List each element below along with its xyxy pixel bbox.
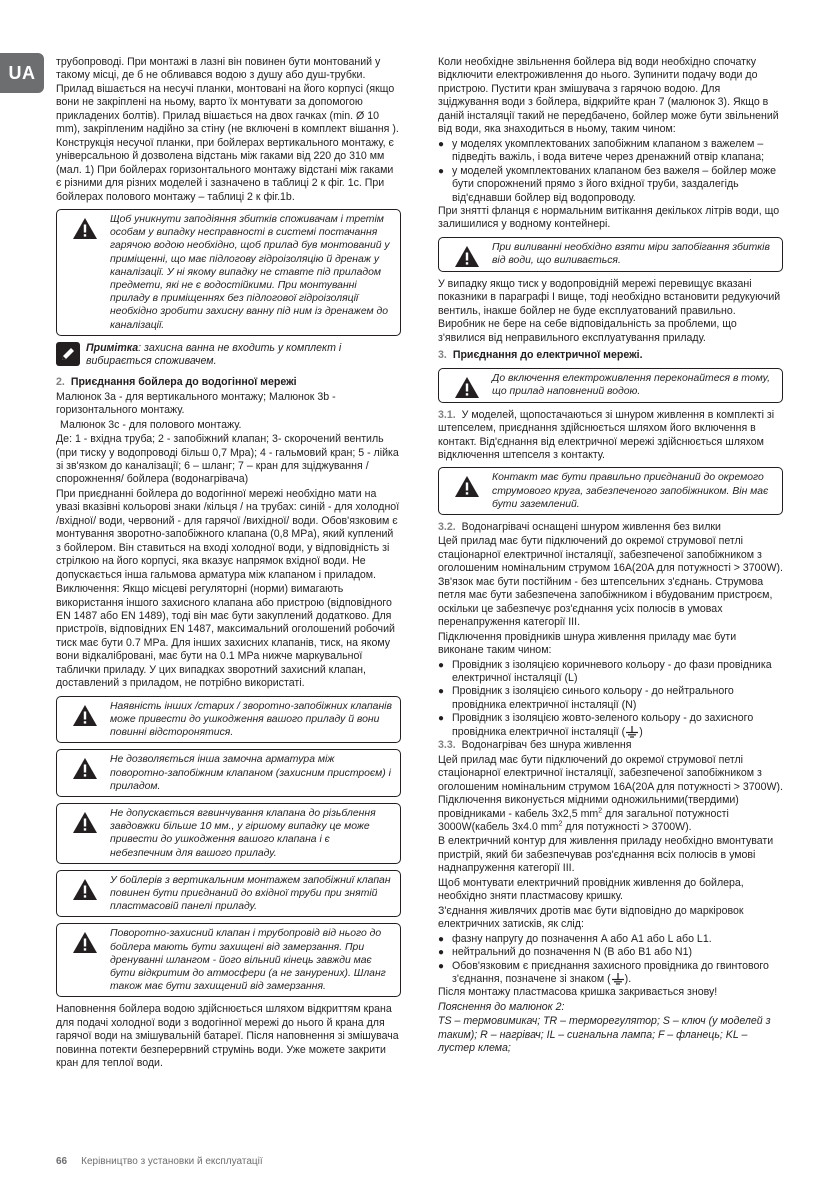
warning-box: Не допускається вгвинчування клапана до різьблення завдовжки більше 10 мм., у гіршому випадку це може привести до ушкодження вашого клапана і є небезпечним для вашого приладу. xyxy=(56,803,401,864)
warning-icon xyxy=(60,874,110,901)
paragraph: З'єднання живлячих дротів має бути відповідно до маркіровок електричних затисків, як слід: xyxy=(438,904,744,931)
paragraph: У випадку якщо тиск у водопровідній мережі перевищує вказані показники в параграфі I вище, тоді необхідно встановити редукуючий вентиль, інакше бойлер не буде експлуатований правильно. Виробник не бере на себе відповідальність за проблеми, що з'явилися від неправильного експлуатування приладу. xyxy=(438,277,781,344)
warning-box: Наявність інших /старих / зворотно-запобіжних клапанів може привести до ушкодження вашого приладу й вони повинні відсторонятися. xyxy=(56,696,401,744)
warning-icon xyxy=(60,807,110,834)
note-label: Примітка xyxy=(86,341,139,354)
section-heading: 2. Приєднання бойлера до водогінної мережі xyxy=(56,376,297,389)
paragraph: Де: 1 - вхідна труба; 2 - запобіжний клапан; 3- скорочений вентиль (при тиску у водопроводі більш 0,7 Mpa); 4 - гальмовий кран; 5 - лійка зі зв'язком до каналізації; 6 – шланг; 7 – кран для зціджування / спорожнення/ бойлера (водонагрівача) xyxy=(56,433,399,486)
warning-icon xyxy=(60,213,110,240)
paragraph: Щоб монтувати електричний провідник живлення до бойлера, необхідно зняти пластмасову кришку. xyxy=(438,876,744,903)
bullet-icon: ● xyxy=(438,686,445,698)
warning-icon xyxy=(60,700,110,727)
note xyxy=(56,342,401,370)
paragraph: трубопроводі. При монтажі в лазні він повинен бути монтований у такому місці, де б не обливався водою з душу або душ-трубки. Прилад вішається на несучі планки, монтовані на його корпусі (якщо вони не закріплені на ньому, варто їх монтувати за допомогою прикладених болтів). Прилад вішається на двох гачках (min. Ø 10 mm), закріпленим надійно за стіну (не включені в комплект вішання ). Конструкція несучої планки, при бойлерах вертикального монтажу, є універсальною й дозволена відстань між гаками від 220 до 310 мм (мал. 1) При бойлерах горизонтального монтажу відстані між гаками є різними для різних моделей і зазначено в таблиці 2 к фіг. 1c. При бойлерах полового монтажу – таблиці 2 к фіг.1b. xyxy=(56,56,399,203)
paragraph: В електричний контур для живлення приладу необхідно вмонтувати пристрій, який би забезпечував роз'єднання всіх полюсів в умові наднапруження категорії III. xyxy=(438,835,774,875)
bullet-icon: ● xyxy=(438,659,445,671)
paragraph: Малюнок 3а - для вертикального монтажу; Малюнок 3b - горизонтального монтажу. xyxy=(56,390,336,417)
section-heading: 3. Приєднання до електричної мережі. xyxy=(438,349,643,362)
warning-icon xyxy=(442,471,492,498)
list-item: ● нейтральний до позначення N (B або B1 або N1) xyxy=(438,946,692,959)
subsection-heading: 3.2. Водонагрівачі оснащені шнуром живлення без вилки xyxy=(438,521,721,534)
paragraph: При знятті фланця є нормальним витікання декількох літрів води, що залишилися у водному контейнері. xyxy=(438,204,780,231)
page-number: 66 xyxy=(56,1156,68,1167)
warning-icon xyxy=(60,927,110,954)
warning-box: Поворотно-захисний клапан і трубопровід від нього до бойлера мають бути захищені від замерзання. При дренуванні шлангом - його вільний кінець завжди має бути відкритим до атмосфери (а не занурених). Шланг також має бути захищений від замерзання. xyxy=(56,923,401,997)
earth-ground-icon xyxy=(611,973,625,985)
warning-box: При виливанні необхідно взяти міри запобігання збитків від води, що виливається. xyxy=(438,237,783,272)
pencil-note-icon xyxy=(56,342,86,370)
legend-text: TS – термовимикач; TR – терморегулятор; S – ключ (у моделей з таким); R – нагрівач; IL – сигнальна лампа; F – фланець; KL – лустер клема; xyxy=(438,1015,771,1055)
list-item: ● Провідник з ізоляцією коричневого кольору - до фази провідника електричної інсталяції (L) xyxy=(438,658,772,685)
warning-box: До включення електроживлення переконайтеся в тому, що прилад наповнений водою. xyxy=(438,368,783,403)
list-item: ● фазну напругу до позначення A або A1 або L або L1. xyxy=(438,932,712,945)
subsection-paragraph: 3.1. У моделей, щопостачаються зі шнуром живлення в комплекті зі штепселем, приєднання здійснюється шляхом його включення в контакт. Від'єднання від електричної мережі здійснюється шляхом відключення штепселя з контакту. xyxy=(438,408,775,461)
paragraph: Наповнення бойлера водою здійснюється шляхом відкриттям крана для подачі холодної води з водогінної мережі до нього й крана для гарячої води на змішувальній батареї. Після наповнення зі змішувача повинна потекти безперервний струмінь води. Уже можете закрити кран для теплої води. xyxy=(56,1003,399,1070)
warning-box: Щоб уникнути заподіяння збитків споживачам і третім особам у випадку несправності в системі постачання гарячою водою необхідно, щоб прилад був монтований у приміщенні, що має підлогову гідроізоляцію й дренаж у каналізації. У ні якому випадку не ставте під приладом предмети, які не є водостійкими. При монтуванні приладу в приміщеннях без підлогової гідроізоляції необхідно зробити захисну ванну під ним із дренажем до каналізації. xyxy=(56,209,401,336)
right-column xyxy=(438,56,783,1057)
earth-ground-icon xyxy=(625,726,639,738)
bullet-icon: ● xyxy=(438,138,445,150)
bullet-icon: ● xyxy=(438,960,445,972)
page-footer xyxy=(56,1156,263,1167)
left-column xyxy=(56,56,401,1072)
caption: Пояснення до малюнок 2: xyxy=(438,1000,565,1013)
warning-icon xyxy=(442,372,492,399)
paragraph: Цей прилад має бути підключений до окремої струмової петлі стаціонарної електричної інсталяції, забезпеченої запобіжником з оголошеним номінальним струмом 16A(20A для потужності > 3700W). Зв'язок має бути постійним - без штепсельних з'єднань. Струмова петля має бути забезпечена запобіжником і вбудованим пристроєм, оскільки це забезпечує роз'єднання усіх полюсів в умовах перенапруження категорії III. xyxy=(438,535,783,629)
paragraph: Цей прилад має бути підключений до окремої струмової петлі стаціонарної електричної інсталяції, забезпеченої запобіжником з оголошеним номінальним струмом 16A(20A для потужності > 3700W). Підключення виконується мідними одножильними(твердими) провідниками - кабель 3x2,5 $mm^2$ для загальної потужності 3000W(кабель 3x4.0 $mm^2$ для потужності > 3700W). xyxy=(438,753,783,833)
paragraph: Після монтажу пластмасова кришка закривається знову! xyxy=(438,986,718,999)
subsection-heading: 3.3. Водонагрівач без шнура живлення xyxy=(438,739,632,752)
note-text: : захисна ванна не входить у комплект і вибирається споживачем. xyxy=(86,341,342,368)
paragraph: Виключення: Якщо місцеві регуляторні (норми) вимагають використання іншого захисного клапана або пристрою (відповідного EN 1487 або EN 1489), тоді він має бути закуплений додатково. Для пристроїв, відповідних EN 1487, максимальний оголошений робочий тиск має бути 0.7 MPa. Для інших захисних клапанів, тиск, на якому вони відкалібровані, має бути на 0.1 MPa нижче маркувальної таблички приладу. У цих випадках зворотний захисний клапан, доставлений з приладом, не потрібно використаті. xyxy=(56,583,395,690)
warning-box: Контакт має бути правильно приєднаний до окремого струмового круга, забезпеченого запобіжником. Він має бути заземлений. xyxy=(438,467,783,515)
paragraph: При приєднанні бойлера до водогінної мережі необхідно мати на увазі вказівні кольорові знаки /кільця / на трубах: синій - для холодної /вхідної/ води, червоний - для гарячої /вихідної/ води. Обов'язковим є монтування зворотно-запобіжного клапана (0,8 MPa), який куплений з бойлером. Він ставиться на вході холодної води, у відповідність зі стрілкою на його корпусі, яка вказує напрямок вхідної води. Не допускається інша гальмова арматура між клапаном і приладом. xyxy=(56,487,400,581)
bullet-icon: ● xyxy=(438,933,445,945)
bullet-icon: ● xyxy=(438,165,445,177)
warning-icon xyxy=(442,241,492,268)
warning-box: Не дозволяється інша замочна арматура між поворотно-запобіжним клапаном (захисним пристроєм) і приладом. xyxy=(56,749,401,797)
list-item: ● у моделей укомплектованих клапаном без важеля – бойлер може бути спорожнений прямо з його вхідної труби, заздалегідь від'єднавши бойлер від водопроводу. xyxy=(438,164,777,204)
warning-icon xyxy=(60,753,110,780)
paragraph: Малюнок 3c - для полового монтажу. xyxy=(60,418,242,431)
paragraph: Підключення провідників шнура живлення приладу має бути виконане таким чином: xyxy=(438,630,737,657)
list-item: ● Провідник з ізоляцією жовто-зеленого кольору - до захисного провідника електричної інсталяції ( ) xyxy=(438,712,754,738)
bullet-icon: ● xyxy=(438,947,445,959)
list-item: ● Обов'язковим є приєднання захисного провідника до гвинтового з'єднання, позначене зі знаком ( ). xyxy=(438,959,769,985)
list-item: ● Провідник з ізоляцією синього кольору - до нейтрального провідника електричної інсталяції (N) xyxy=(438,685,734,711)
warning-box: У бойлерів з вертикальним монтажем запобіжниї клапан повинен бути приєднаний до вхідної труби при знятій пластмасовій панелі приладу. xyxy=(56,870,401,918)
paragraph: Коли необхідне звільнення бойлера від води необхідно спочатку відключити електроживлення до нього. Зупинити подачу води до пристрою. Пустити кран змішувача з гарячою водою. Для зціджування води з бойлера, відкрийте кран 7 (малюнок 3). Якщо в даній інсталяції такий не передбачено, бойлер може бути звільнений від води, яка знаходиться в ньому, таким чином: xyxy=(438,56,779,136)
list-item: ● у моделях укомплектованих запобіжним клапаном з важелем – підведіть важіль, і вода витече через дренажний отвір клапана; xyxy=(438,137,765,164)
language-tab: UA xyxy=(0,53,44,93)
bullet-icon: ● xyxy=(438,713,445,725)
footer-title: Керівництво з установки й експлуатації xyxy=(81,1156,263,1167)
